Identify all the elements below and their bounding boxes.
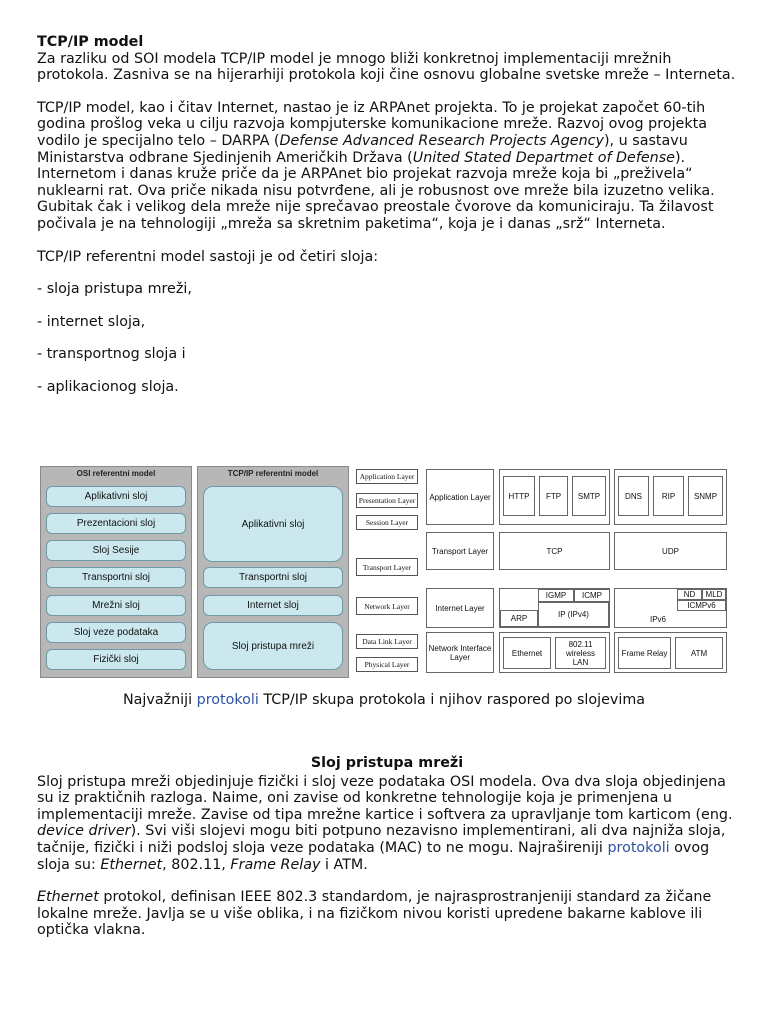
- osi-en-network: Network Layer: [356, 597, 418, 615]
- osi-layer-transport: Transportni sloj: [46, 567, 186, 588]
- protocol-snmp: SNMP: [688, 476, 723, 516]
- protocol-ipv6-label: IPv6: [650, 615, 667, 624]
- section-p1-d: , 802.11,: [162, 856, 231, 873]
- list-item: - internet sloja,: [37, 313, 146, 330]
- section-p1-a: Sloj pristupa mreži objedinjuje fizički i sloj veze podataka OSI modela. Ova dva sloja objedinjena su iz praktičnih razloga. Naime, oni zavise od konkretne tehnologije koja je primenjena u implementaciji mreže. Zavise od tipa mrežne kartice i softvera za upravljanje tom karticom (eng.: [37, 773, 733, 823]
- protocol-rip: RIP: [653, 476, 684, 516]
- list-item: - aplikacionog sloja.: [37, 378, 179, 395]
- protocol-icmpv6: ICMPv6: [677, 600, 726, 611]
- intro-p2-em2: United Stated Departmet of Defense: [412, 149, 675, 166]
- intro-p1-text: Za razliku od SOI modela TCP/IP model je mnogo bliži konkretnoj implementaciji mrežnih protokola. Zasniva se na hijerarhiji protokola koji čine osnovu globalne svetske mreže – Interneta.: [37, 50, 736, 84]
- intro-p2-c: ). Internetom i danas kruže priče da je ARPAnet bio projekat razvoja mreže koja bi „preživela“ nuklearni rat. Ova priče nikada nisu potvrđene, ali je robusnost ove mreže bila izuzetno velika. Gubitak čak i velikog dela mreže nije sprečavao preostale čvorove da komuniciraju. Ta žilavost počivala je na tehnologiji „mreža sa skretnim paketima“, koja je i danas „srž“ Interneta.: [37, 149, 715, 232]
- section-paragraph-1: [37, 774, 737, 874]
- protocol-ethernet: Ethernet: [503, 637, 551, 669]
- osi-en-physical: Physical Layer: [356, 657, 418, 672]
- protocol-wlan: 802.11 wireless LAN: [555, 637, 606, 669]
- section-heading: Sloj pristupa mreži: [310, 755, 464, 771]
- tcp-en-application: Application Layer: [426, 469, 494, 525]
- list-item: - sloja pristupa mreži,: [37, 281, 192, 298]
- figure-caption: [0, 692, 768, 708]
- tcpip-layer-network-access: Sloj pristupa mreži: [203, 622, 343, 670]
- section-link-protokoli[interactable]: protokoli: [607, 839, 670, 856]
- protocol-http: HTTP: [503, 476, 535, 516]
- page-title: TCP/IP model: [37, 34, 144, 50]
- intro-p2-em1: Defense Advanced Research Projects Agency: [279, 132, 604, 149]
- protocol-igmp: IGMP: [538, 589, 574, 602]
- osi-layer-application: Aplikativni sloj: [46, 486, 186, 507]
- caption-post: TCP/IP skupa protokola i njihov raspored po slojevima: [258, 692, 646, 708]
- osi-layer-physical: Fizički sloj: [46, 649, 186, 670]
- intro-paragraph-2: [37, 100, 737, 233]
- protocol-figure: [40, 466, 728, 679]
- protocol-nd: ND: [677, 589, 702, 600]
- section-network-access: [37, 755, 737, 955]
- protocol-frame-relay: Frame Relay: [618, 637, 671, 669]
- osi-en-datalink: Data Link Layer: [356, 634, 418, 649]
- protocol-atm: ATM: [675, 637, 723, 669]
- osi-panel-title: OSI referentni model: [76, 469, 156, 478]
- tcpip-panel-title: TCP/IP referentni model: [227, 469, 319, 478]
- protocol-smtp: SMTP: [572, 476, 606, 516]
- osi-en-presentation: Presentation Layer: [356, 493, 418, 508]
- section-p1-em: device driver: [37, 823, 131, 840]
- section-p1-e: i ATM.: [320, 856, 368, 873]
- tcpip-panel: [197, 466, 349, 678]
- osi-layer-datalink: Sloj veze podataka: [46, 622, 186, 643]
- caption-link-protokoli[interactable]: protokoli: [196, 692, 259, 708]
- section-paragraph-2: [37, 889, 737, 939]
- osi-en-application: Application Layer: [356, 469, 418, 484]
- protocol-ftp: FTP: [539, 476, 568, 516]
- tcp-en-transport: Transport Layer: [426, 532, 494, 570]
- tcp-en-internet: Internet Layer: [426, 588, 494, 628]
- section-p2-em: Ethernet: [37, 889, 99, 906]
- intro-text: [37, 34, 737, 412]
- list-item: - transportnog sloja i: [37, 346, 186, 363]
- intro-p2-b: ), u sastavu Ministarstva odbrane Sjedinjenih Američkih Država (: [37, 132, 688, 166]
- intro-paragraph-3: TCP/IP referentni model sastoji je od četiri sloja:: [37, 248, 379, 265]
- section-p1-c: ovog sloja su:: [37, 839, 710, 873]
- protocol-udp: UDP: [614, 532, 727, 570]
- protocol-ipv4: IP (IPv4): [538, 602, 609, 627]
- tcpip-layer-internet: Internet sloj: [203, 595, 343, 616]
- tcpip-layer-transport: Transportni sloj: [203, 567, 343, 588]
- protocol-dns: DNS: [618, 476, 649, 516]
- section-p1-em3: Frame Relay: [230, 856, 321, 873]
- protocol-mld: MLD: [702, 589, 726, 600]
- section-p1-em2: Ethernet: [100, 856, 163, 873]
- osi-layer-network: Mrežni sloj: [46, 595, 186, 616]
- osi-layer-session: Sloj Sesije: [46, 540, 186, 561]
- osi-layer-presentation: Prezentacioni sloj: [46, 513, 186, 534]
- caption-pre: Najvažniji: [122, 692, 197, 708]
- osi-en-transport: Transport Layer: [356, 558, 418, 576]
- section-p1-b: ). Svi viši slojevi mogu biti potpuno nezavisno implementirani, ali dva najniža sloja, tačnije, fizički i niži podsloj sloja veze podataka (MAC) to ne mogu. Najrašireniji: [37, 823, 726, 856]
- protocol-arp: ARP: [500, 610, 538, 627]
- osi-panel: [40, 466, 192, 678]
- protocol-icmp: ICMP: [574, 589, 610, 602]
- section-p2-rest: protokol, definisan IEEE 802.3 standardom, je najrasprostranjeniji standard za žičane lokalne mreže. Javlja se u više oblika, i na fizičkom nivou koristi upredene bakarne kablove ili optička vlakna.: [37, 889, 712, 939]
- protocol-tcp: TCP: [499, 532, 610, 570]
- intro-paragraph-1: [37, 34, 737, 84]
- tcp-en-network-interface: Network Interface Layer: [426, 632, 494, 673]
- intro-p2-a: TCP/IP model, kao i čitav Internet, nastao je iz ARPAnet projekta. To je projekat započet 60-tih godina prošlog veka u cilju razvoja kompjuterske komunikacione mreže. Razvoj ovog projekta vodilo je specijalno telo – DARPA (: [37, 99, 707, 149]
- osi-en-session: Session Layer: [356, 515, 418, 530]
- tcpip-layer-application: Aplikativni sloj: [203, 486, 343, 562]
